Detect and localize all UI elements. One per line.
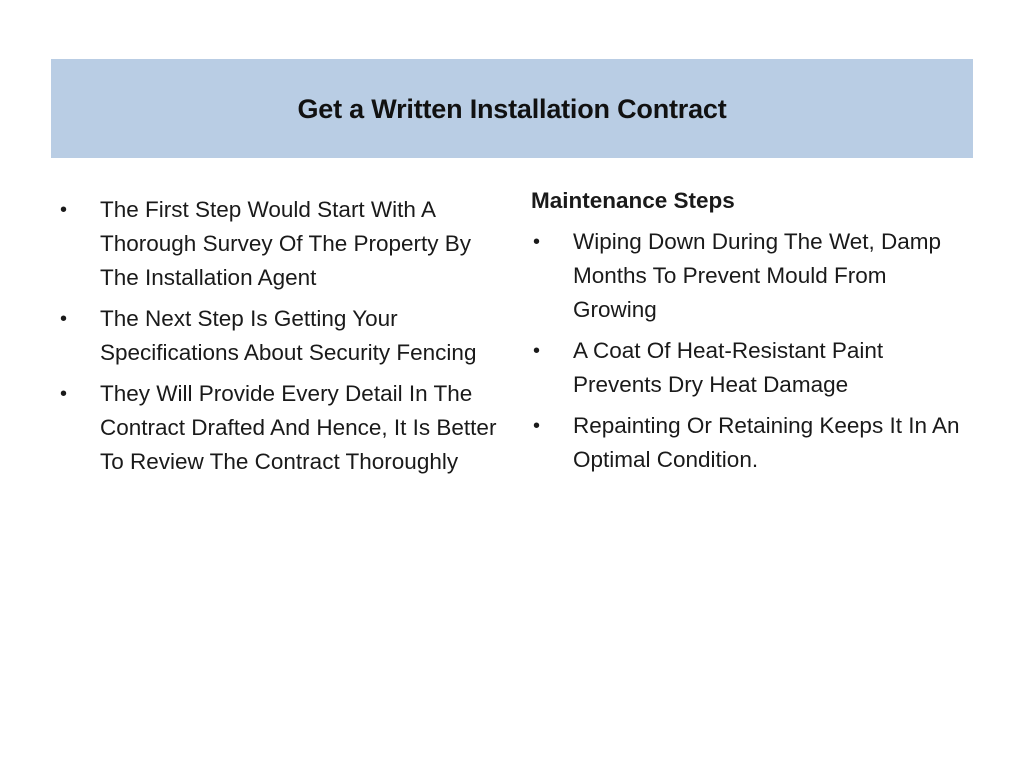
slide-title: Get a Written Installation Contract	[297, 94, 727, 124]
left-bullet-list	[58, 193, 498, 479]
list-item	[58, 193, 498, 295]
bullet-text: The Next Step Is Getting Your Specifications About Security Fencing	[100, 306, 477, 365]
left-column	[58, 193, 498, 486]
right-bullet-list	[531, 225, 971, 477]
maintenance-heading: Maintenance Steps	[531, 188, 735, 213]
list-item	[58, 377, 498, 479]
right-column	[531, 184, 971, 484]
list-item	[531, 334, 971, 402]
bullet-icon: •	[533, 340, 541, 362]
bullet-icon: •	[533, 415, 541, 437]
bullet-icon: •	[533, 231, 541, 253]
bullet-text: They Will Provide Every Detail In The Contract Drafted And Hence, It Is Better To Review The Contract Thoroughly	[100, 381, 497, 474]
bullet-icon: •	[60, 308, 68, 330]
bullet-text: Wiping Down During The Wet, Damp Months To Prevent Mould From Growing	[573, 229, 942, 322]
bullet-text: Repainting Or Retaining Keeps It In An Optimal Condition.	[573, 413, 960, 472]
bullet-icon: •	[60, 383, 68, 405]
list-item	[531, 409, 971, 477]
bullet-text: A Coat Of Heat-Resistant Paint Prevents Dry Heat Damage	[573, 338, 884, 397]
list-item	[58, 302, 498, 370]
title-bar	[51, 59, 973, 158]
bullet-icon: •	[60, 199, 68, 221]
list-item	[531, 225, 971, 327]
bullet-text: The First Step Would Start With A Thorough Survey Of The Property By The Installation Agent	[100, 197, 472, 290]
